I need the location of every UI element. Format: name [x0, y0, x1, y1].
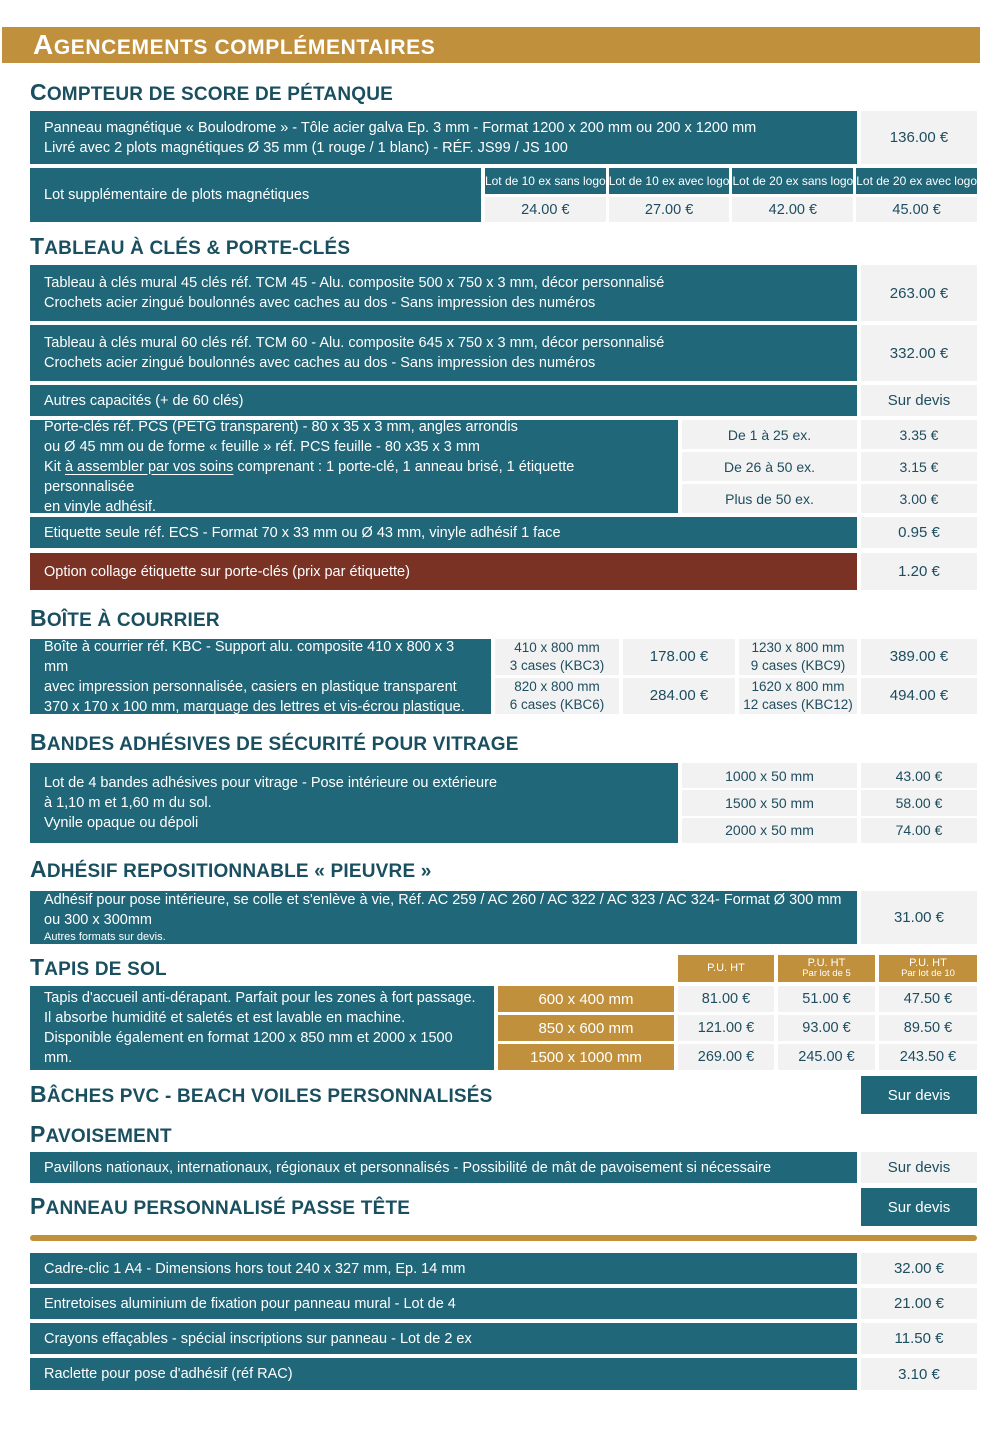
desc-line: Disponible également en format 1200 x 850 mm et 2000 x 1500 mm.	[44, 1030, 453, 1066]
desc-line: Panneau magnétique « Boulodrome » - Tôle acier galva Ep. 3 mm - Format 1200 x 200 mm ou 200 x 1200 mm	[44, 119, 757, 136]
desc-line: Crayons effaçables - spécial inscriptions sur panneau - Lot de 2 ex	[44, 1330, 472, 1347]
row-autres-capacites-desc	[30, 385, 857, 416]
desc-line: Raclette pour pose d'adhésif (réf RAC)	[44, 1366, 293, 1382]
baches-sur-devis-badge: Sur devis	[861, 1076, 977, 1114]
desc-line: Etiquette seule réf. ECS - Format 70 x 33 mm ou Ø 43 mm, vinyle adhésif 1 face	[44, 524, 561, 541]
desc-line: Il absorbe humidité et saletés et est lavable en machine.	[44, 1010, 406, 1026]
desc-line: Tapis d'accueil anti-dérapant. Parfait pour les zones à fort passage.	[44, 990, 476, 1006]
row-boite-desc	[30, 639, 491, 714]
tapis-price: 51.00 €	[778, 986, 875, 1012]
row-raclette-desc	[30, 1358, 857, 1390]
row-tapis-desc	[30, 986, 494, 1070]
tier-label: De 1 à 25 ex.	[682, 420, 857, 449]
price-raclette: 3.10 €	[861, 1358, 977, 1390]
price-etiquette: 0.95 €	[861, 517, 977, 548]
row-porte-cles	[30, 420, 977, 513]
kbc-price: 389.00 €	[861, 639, 977, 675]
row-crayons	[30, 1323, 977, 1354]
row-etiquette-desc	[30, 517, 857, 548]
row-panneau-magnetique	[30, 111, 977, 164]
boite-price-grid	[495, 639, 977, 714]
catalog-page	[0, 27, 1001, 1442]
plots-price: 42.00 €	[732, 197, 853, 222]
section-heading-tableau: TABLEAU À CLÉS & PORTE-CLÉS	[30, 233, 351, 259]
desc-line: Tableau à clés mural 60 clés réf. TCM 60 - Alu. composite 645 x 750 x 3 mm, décor personnalisé	[44, 335, 665, 351]
price-option-collage: 1.20 €	[861, 553, 977, 590]
plots-col-header: Lot de 10 ex avec logo	[609, 168, 730, 194]
tapis-size: 850 x 600 mm	[498, 1015, 674, 1041]
tapis-price: 93.00 €	[778, 1015, 875, 1041]
desc-line: Crochets acier zingué boulonnés avec caches au dos - Sans impression des numéros	[44, 295, 596, 311]
tier-price: 3.15 €	[861, 452, 977, 481]
row-bandes-adhesives	[30, 763, 977, 843]
row-tcm45	[30, 265, 977, 321]
tapis-price: 243.50 €	[879, 1044, 977, 1070]
kbc-size: 1620 x 800 mm 12 cases (KBC12)	[739, 678, 857, 714]
section-heading-baches: BÂCHES PVC - BEACH VOILES PERSONNALISÉS	[30, 1080, 493, 1107]
row-adhesif-pieuvre	[30, 891, 977, 944]
plots-price: 27.00 €	[609, 197, 730, 222]
gold-divider	[30, 1235, 977, 1241]
plots-col-header: Lot de 20 ex sans logo	[732, 168, 853, 194]
desc-line: Pavillons nationaux, internationaux, régionaux et personnalisés - Possibilité de mât de pavoisement si nécessaire	[44, 1159, 772, 1176]
row-panneau-magnetique-desc	[30, 111, 857, 164]
row-tcm45-desc	[30, 265, 857, 321]
tier-price: 3.00 €	[861, 484, 977, 513]
bandes-price: 58.00 €	[861, 790, 977, 815]
row-option-collage-desc	[30, 553, 857, 590]
row-porte-cles-desc	[30, 420, 678, 513]
plots-col-header: Lot de 10 ex sans logo	[485, 168, 606, 194]
plots-price: 45.00 €	[856, 197, 977, 222]
row-crayons-desc	[30, 1323, 857, 1354]
price-entretoises: 21.00 €	[861, 1288, 977, 1319]
bandes-size: 2000 x 50 mm	[682, 818, 857, 843]
kbc-size: 1230 x 800 mm 9 cases (KBC9)	[739, 639, 857, 675]
price-tcm45: 263.00 €	[861, 265, 977, 321]
bandes-price: 74.00 €	[861, 818, 977, 843]
row-boite-courrier	[30, 639, 977, 714]
row-pavillons	[30, 1152, 977, 1183]
section-heading-pavoisement: PAVOISEMENT	[30, 1121, 172, 1147]
row-option-collage	[30, 553, 977, 590]
row-cadre-clic-desc	[30, 1253, 857, 1284]
price-crayons: 11.50 €	[861, 1323, 977, 1354]
desc-line: Cadre-clic 1 A4 - Dimensions hors tout 240 x 327 mm, Ep. 14 mm	[44, 1260, 466, 1277]
tapis-price: 269.00 €	[678, 1044, 774, 1070]
tapis-price: 47.50 €	[879, 986, 977, 1012]
kbc-price: 284.00 €	[623, 678, 735, 714]
row-cadre-clic	[30, 1253, 977, 1284]
desc-line: à 1,10 m et 1,60 m du sol.	[44, 795, 212, 811]
baches-line	[30, 1076, 977, 1114]
row-plots-supplementaires	[30, 168, 977, 222]
desc-line: Adhésif pour pose intérieure, se colle et s'enlève à vie, Réf. AC 259 / AC 260 / AC 322 / AC 323 / AC 324- Format Ø 300 mm ou 300 x 300mm	[44, 892, 842, 929]
bandes-price: 43.00 €	[861, 763, 977, 788]
desc-line-small: Autres formats sur devis.	[44, 931, 166, 944]
desc-line: Autres capacités (+ de 60 clés)	[44, 392, 244, 409]
desc-line: Crochets acier zingué boulonnés avec caches au dos - Sans impression des numéros	[44, 355, 596, 371]
price-autres-capacites: Sur devis	[861, 385, 977, 416]
row-tapis	[30, 986, 977, 1070]
desc-line: Livré avec 2 plots magnétiques Ø 35 mm (1 rouge / 1 blanc) - RÉF. JS99 / JS 100	[44, 139, 568, 156]
tapis-size: 1500 x 1000 mm	[498, 1044, 674, 1070]
tapis-price-grid	[498, 986, 977, 1070]
tier-label: Plus de 50 ex.	[682, 484, 857, 513]
underlined-text: à assembler par vos soins	[64, 458, 234, 475]
kbc-price: 178.00 €	[623, 639, 735, 675]
tapis-price: 89.50 €	[879, 1015, 977, 1041]
page-banner	[2, 27, 980, 63]
price-pavillons: Sur devis	[861, 1152, 977, 1183]
tapis-col-header: P.U. HT	[678, 955, 774, 982]
row-adhesif-desc	[30, 891, 857, 944]
panneau-tete-line	[30, 1188, 977, 1226]
row-plots-label	[30, 168, 481, 222]
page-banner-title: AGENCEMENTS COMPLÉMENTAIRES	[33, 29, 436, 60]
tapis-price: 81.00 €	[678, 986, 774, 1012]
kbc-price: 494.00 €	[861, 678, 977, 714]
panneau-tete-sur-devis-badge: Sur devis	[861, 1188, 977, 1226]
section-heading-tapis: TAPIS DE SOL	[30, 954, 167, 980]
section-heading-compteur: COMPTEUR DE SCORE DE PÉTANQUE	[30, 79, 394, 105]
desc-line: ou Ø 45 mm ou de forme « feuille » réf. PCS feuille - 80 x35 x 3 mm	[44, 438, 480, 455]
tapis-col-header: P.U. HT Par lot de 5	[778, 955, 875, 982]
kbc-size: 410 x 800 mm 3 cases (KBC3)	[495, 639, 619, 675]
desc-line: Porte-clés réf. PCS (PETG transparent) - 80 x 35 x 3 mm, angles arrondis	[44, 418, 518, 435]
bandes-size: 1500 x 50 mm	[682, 790, 857, 815]
tapis-price: 121.00 €	[678, 1015, 774, 1041]
section-heading-boite: BOÎTE À COURRIER	[30, 605, 220, 631]
desc-line: Boîte à courrier réf. KBC - Support alu. composite 410 x 800 x 3 mm	[44, 638, 455, 675]
desc-line: Tableau à clés mural 45 clés réf. TCM 45 - Alu. composite 500 x 750 x 3 mm, décor personnalisé	[44, 275, 665, 291]
row-entretoises-desc	[30, 1288, 857, 1319]
row-raclette	[30, 1358, 977, 1390]
kbc-size: 820 x 800 mm 6 cases (KBC6)	[495, 678, 619, 714]
row-autres-capacites	[30, 385, 977, 416]
tapis-header-line	[30, 955, 977, 982]
price-tcm60: 332.00 €	[861, 325, 977, 381]
desc-line: Kit à assembler par vos soins comprenant : 1 porte-clé, 1 anneau brisé, 1 étiquette personnalisée	[44, 458, 575, 495]
row-pavillons-desc	[30, 1152, 857, 1183]
row-entretoises	[30, 1288, 977, 1319]
price-panneau-magnetique: 136.00 €	[861, 111, 977, 164]
plots-col-header: Lot de 20 ex avec logo	[856, 168, 977, 194]
price-cadre-clic: 32.00 €	[861, 1253, 977, 1284]
desc-line: Entretoises aluminium de fixation pour panneau mural - Lot de 4	[44, 1295, 456, 1312]
plots-price: 24.00 €	[485, 197, 606, 222]
tapis-column-headers	[678, 955, 977, 982]
row-bandes-desc	[30, 763, 678, 843]
desc-line: Lot de 4 bandes adhésives pour vitrage - Pose intérieure ou extérieure	[44, 775, 498, 791]
desc-line: Option collage étiquette sur porte-clés (prix par étiquette)	[44, 563, 410, 580]
tier-price: 3.35 €	[861, 420, 977, 449]
desc-line: 370 x 170 x 100 mm, marquage des lettres et vis-écrou plastique.	[44, 698, 465, 715]
section-heading-panneau-tete: PANNEAU PERSONNALISÉ PASSE TÊTE	[30, 1192, 411, 1219]
desc-line: avec impression personnalisée, casiers en plastique transparent	[44, 678, 457, 695]
desc-line: en vinyle adhésif.	[44, 498, 157, 515]
section-heading-adhesif: ADHÉSIF REPOSITIONNABLE « PIEUVRE »	[30, 856, 432, 882]
tapis-price: 245.00 €	[778, 1044, 875, 1070]
plots-price-grid	[485, 168, 977, 222]
tier-label: De 26 à 50 ex.	[682, 452, 857, 481]
desc-line: Lot supplémentaire de plots magnétiques	[44, 187, 310, 203]
row-tcm60	[30, 325, 977, 381]
section-heading-bandes: BANDES ADHÉSIVES DE SÉCURITÉ POUR VITRAGE	[30, 729, 519, 755]
content	[30, 80, 977, 1390]
row-tcm60-desc	[30, 325, 857, 381]
tapis-col-header: P.U. HT Par lot de 10	[879, 955, 977, 982]
bandes-size: 1000 x 50 mm	[682, 763, 857, 788]
porte-cles-tier-grid	[682, 420, 977, 513]
bandes-price-grid	[682, 763, 977, 843]
desc-line: Vynile opaque ou dépoli	[44, 815, 199, 831]
price-adhesif: 31.00 €	[861, 891, 977, 944]
tapis-size: 600 x 400 mm	[498, 986, 674, 1012]
row-etiquette-seule	[30, 517, 977, 548]
